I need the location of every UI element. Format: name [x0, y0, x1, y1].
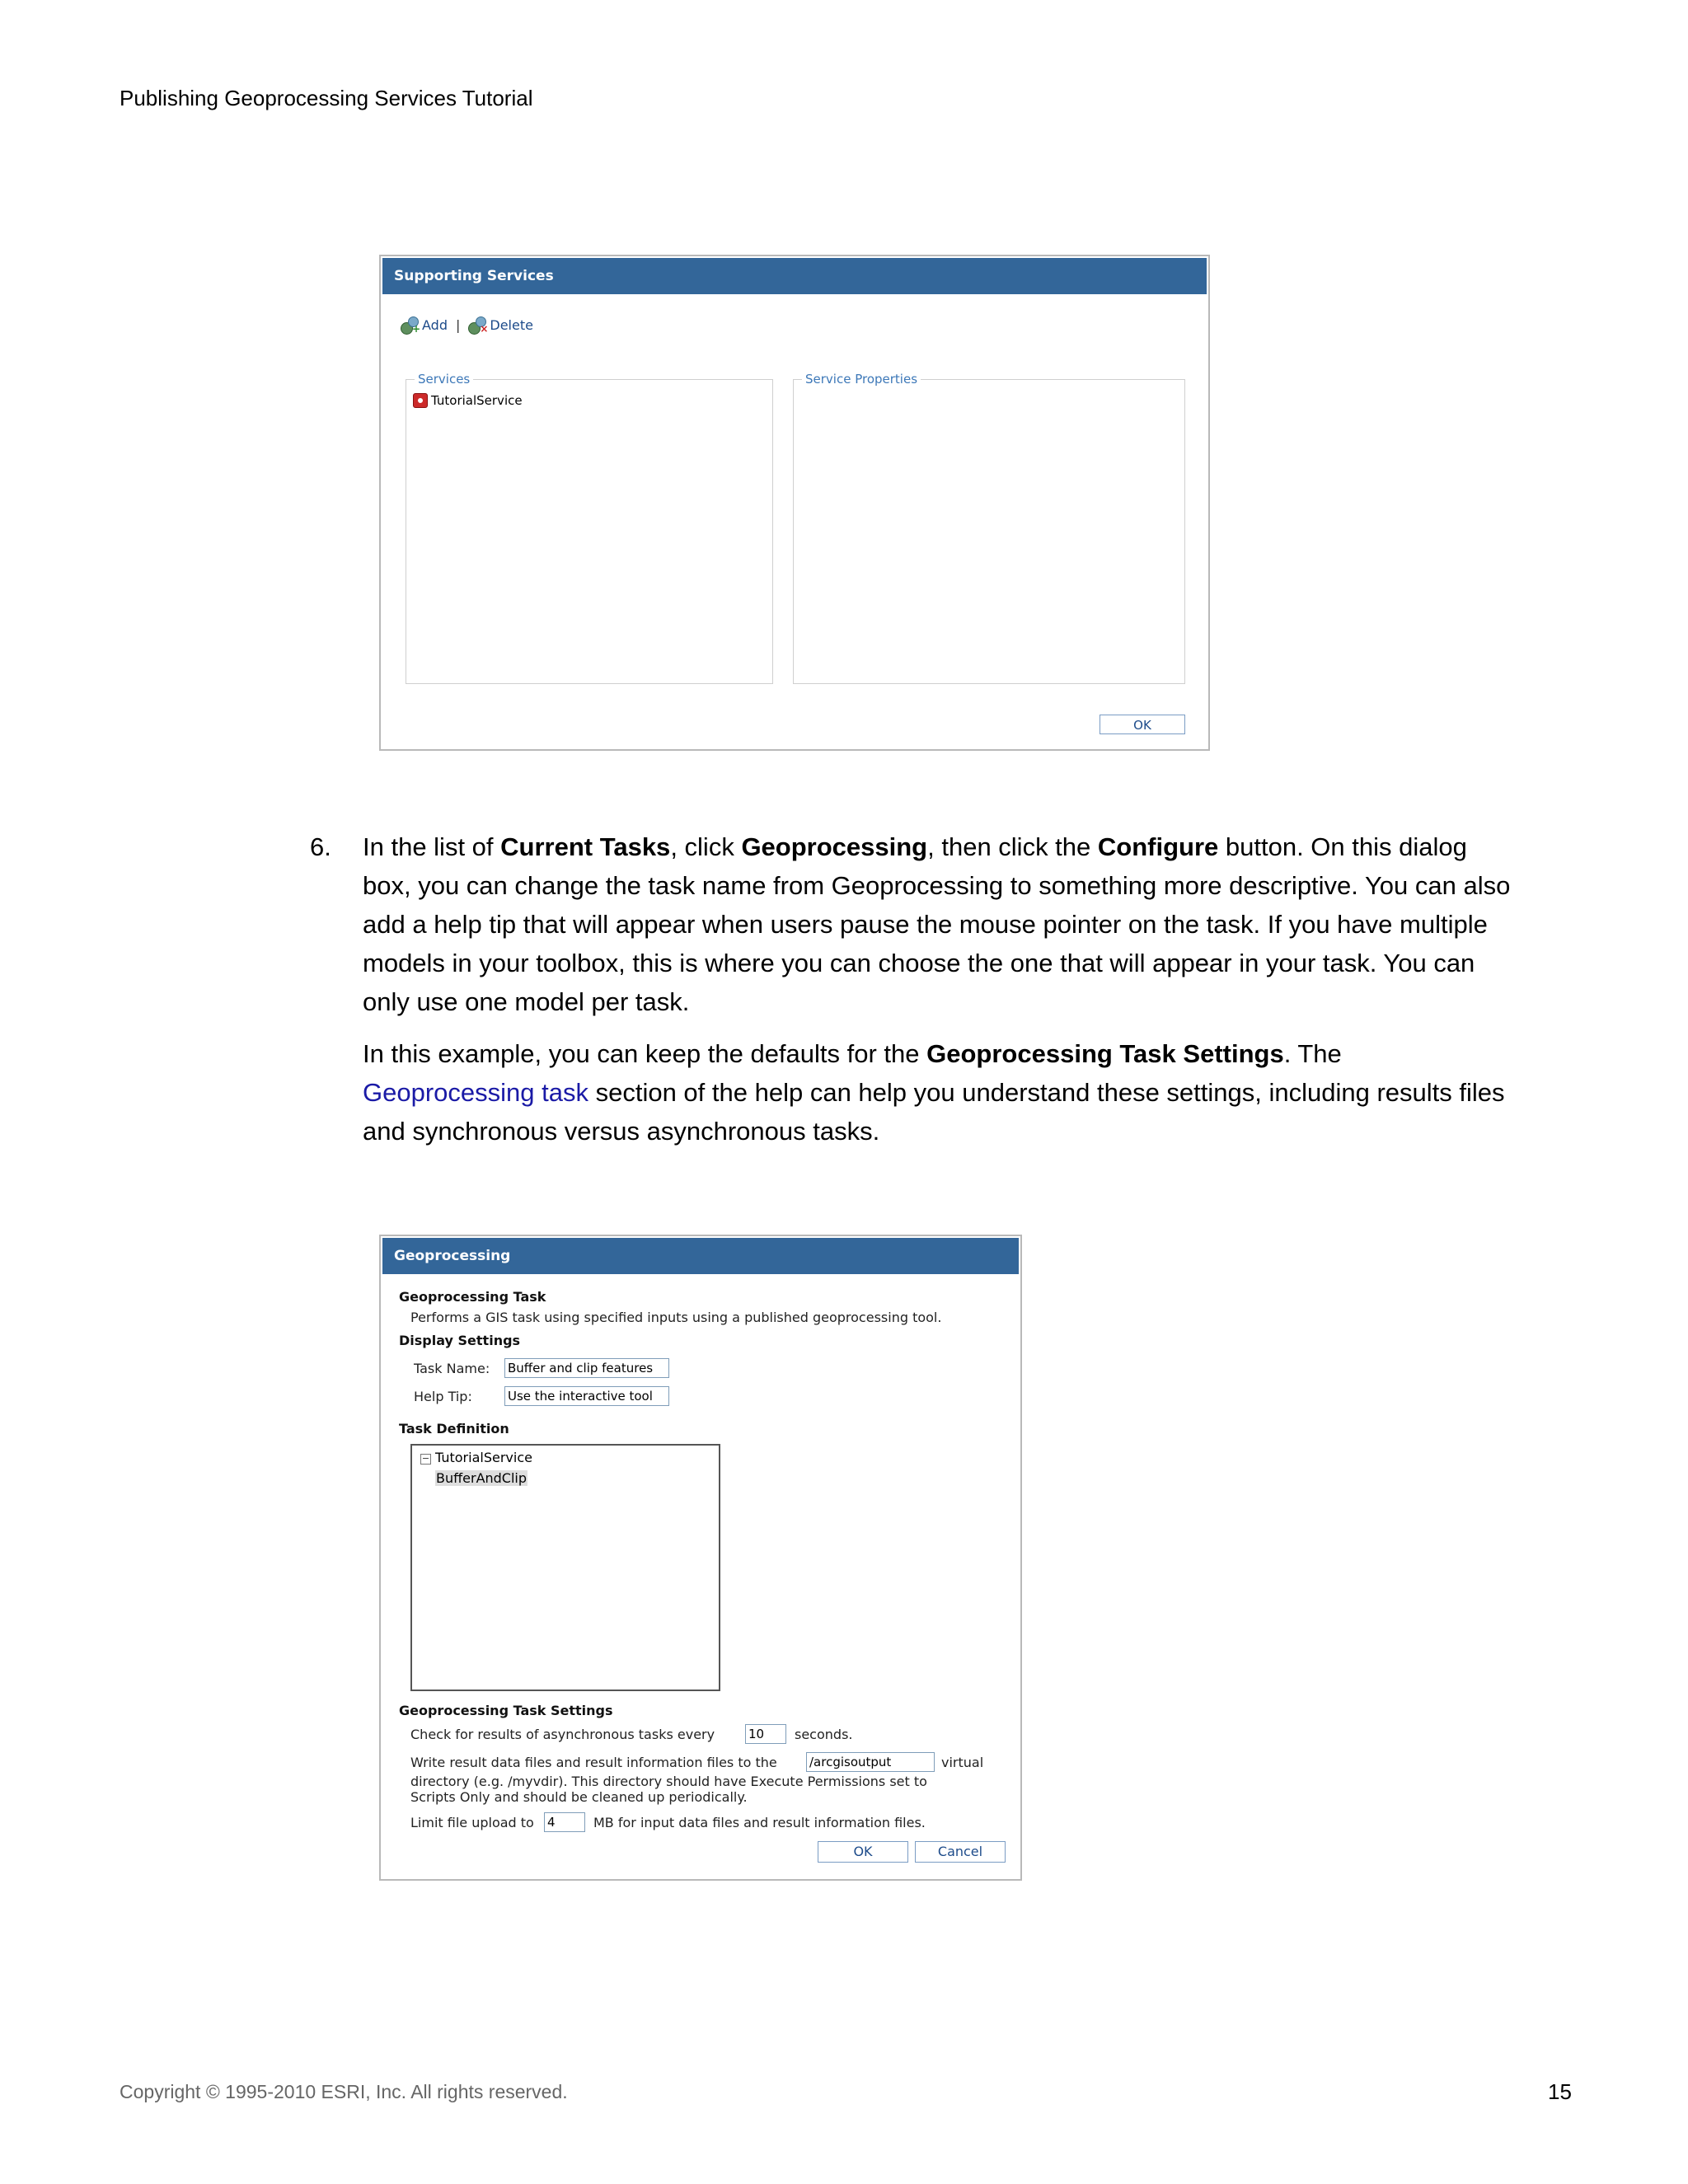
task-definition-tree [410, 1444, 720, 1691]
seconds-label: seconds. [795, 1727, 853, 1742]
service-properties-legend: Service Properties [802, 372, 921, 387]
dialog-title: Geoprocessing [382, 1238, 1019, 1274]
footer-copyright: Copyright © 1995-2010 ESRI, Inc. All rights reserved. [120, 2081, 568, 2102]
task-heading: Geoprocessing Task [399, 1289, 546, 1305]
help-tip-input[interactable]: Use the interactive tool [504, 1386, 669, 1406]
help-tip-label: Help Tip: [414, 1389, 472, 1404]
ok-button[interactable]: OK [818, 1841, 908, 1863]
task-name-label: Task Name: [414, 1361, 490, 1376]
collapse-icon[interactable]: − [421, 1453, 430, 1464]
page-header-title: Publishing Geoprocessing Services Tutorial [120, 86, 533, 110]
term-task-settings: Geoprocessing Task Settings [926, 1039, 1284, 1068]
limit-upload-suffix: MB for input data files and result information files. [593, 1815, 926, 1830]
tree-root-item[interactable]: TutorialService [435, 1450, 532, 1465]
tree-child-item[interactable]: BufferAndClip [436, 1470, 528, 1486]
supporting-services-dialog [379, 255, 1210, 751]
virtual-label: virtual [941, 1755, 984, 1770]
step-paragraph-1: In the list of Current Tasks, click Geoprocessing, then click the Configure button. On this dialog box, you can change the task name from Geoprocessing to something more descriptive. You can also add a help tip that will appear when users pause the mouse pointer on the task. If you have multiple models in your toolbox, this is where you can choose the one that will appear in your task. You can only use one model per task. [363, 832, 1511, 1016]
geoprocessing-task-link[interactable]: Geoprocessing task [363, 1078, 588, 1107]
service-icon [413, 393, 428, 408]
service-item[interactable] [413, 393, 523, 408]
term-geoprocessing: Geoprocessing [741, 832, 928, 861]
add-label: Add [422, 316, 448, 333]
cancel-button[interactable]: Cancel [915, 1841, 1006, 1863]
term-current-tasks: Current Tasks [500, 832, 671, 861]
service-properties-panel [793, 372, 1185, 684]
task-settings-heading: Geoprocessing Task Settings [399, 1703, 613, 1718]
add-service-icon: + [401, 316, 419, 334]
write-results-line3: Scripts Only and should be cleaned up periodically. [410, 1789, 748, 1805]
page-number: 15 [1548, 2079, 1572, 2104]
service-item-label: TutorialService [431, 393, 523, 408]
services-list [406, 372, 773, 684]
step-number: 6. [310, 832, 331, 861]
dialog-title: Supporting Services [382, 258, 1207, 294]
task-name-input[interactable]: Buffer and clip features [504, 1358, 669, 1378]
output-directory-input[interactable]: /arcgisoutput [806, 1752, 935, 1772]
services-legend: Services [415, 372, 473, 387]
async-check-label: Check for results of asynchronous tasks every [410, 1727, 715, 1742]
geoprocessing-dialog [379, 1235, 1022, 1881]
services-toolbar [401, 316, 533, 334]
limit-upload-label: Limit file upload to [410, 1815, 534, 1830]
add-service-button[interactable] [401, 316, 448, 334]
delete-service-button[interactable] [468, 316, 533, 334]
term-configure: Configure [1097, 832, 1219, 861]
toolbar-separator: | [455, 316, 461, 333]
upload-limit-input[interactable]: 4 [544, 1812, 585, 1832]
write-results-line2: directory (e.g. /myvdir). This directory should have Execute Permissions set to [410, 1774, 927, 1789]
step-paragraph-2: In this example, you can keep the defaults for the Geoprocessing Task Settings. The Geoprocessing task section of the help can help you understand these settings, including results files and synchronous versus asynchronous tasks. [363, 1039, 1505, 1146]
async-interval-input[interactable]: 10 [745, 1724, 786, 1744]
task-definition-heading: Task Definition [399, 1421, 509, 1436]
display-settings-heading: Display Settings [399, 1333, 521, 1348]
write-results-label: Write result data files and result information files to the [410, 1755, 777, 1770]
delete-service-icon: × [468, 316, 486, 334]
task-description: Performs a GIS task using specified inputs using a published geoprocessing tool. [410, 1310, 942, 1325]
delete-label: Delete [490, 316, 533, 333]
ok-button[interactable]: OK [1100, 715, 1185, 734]
